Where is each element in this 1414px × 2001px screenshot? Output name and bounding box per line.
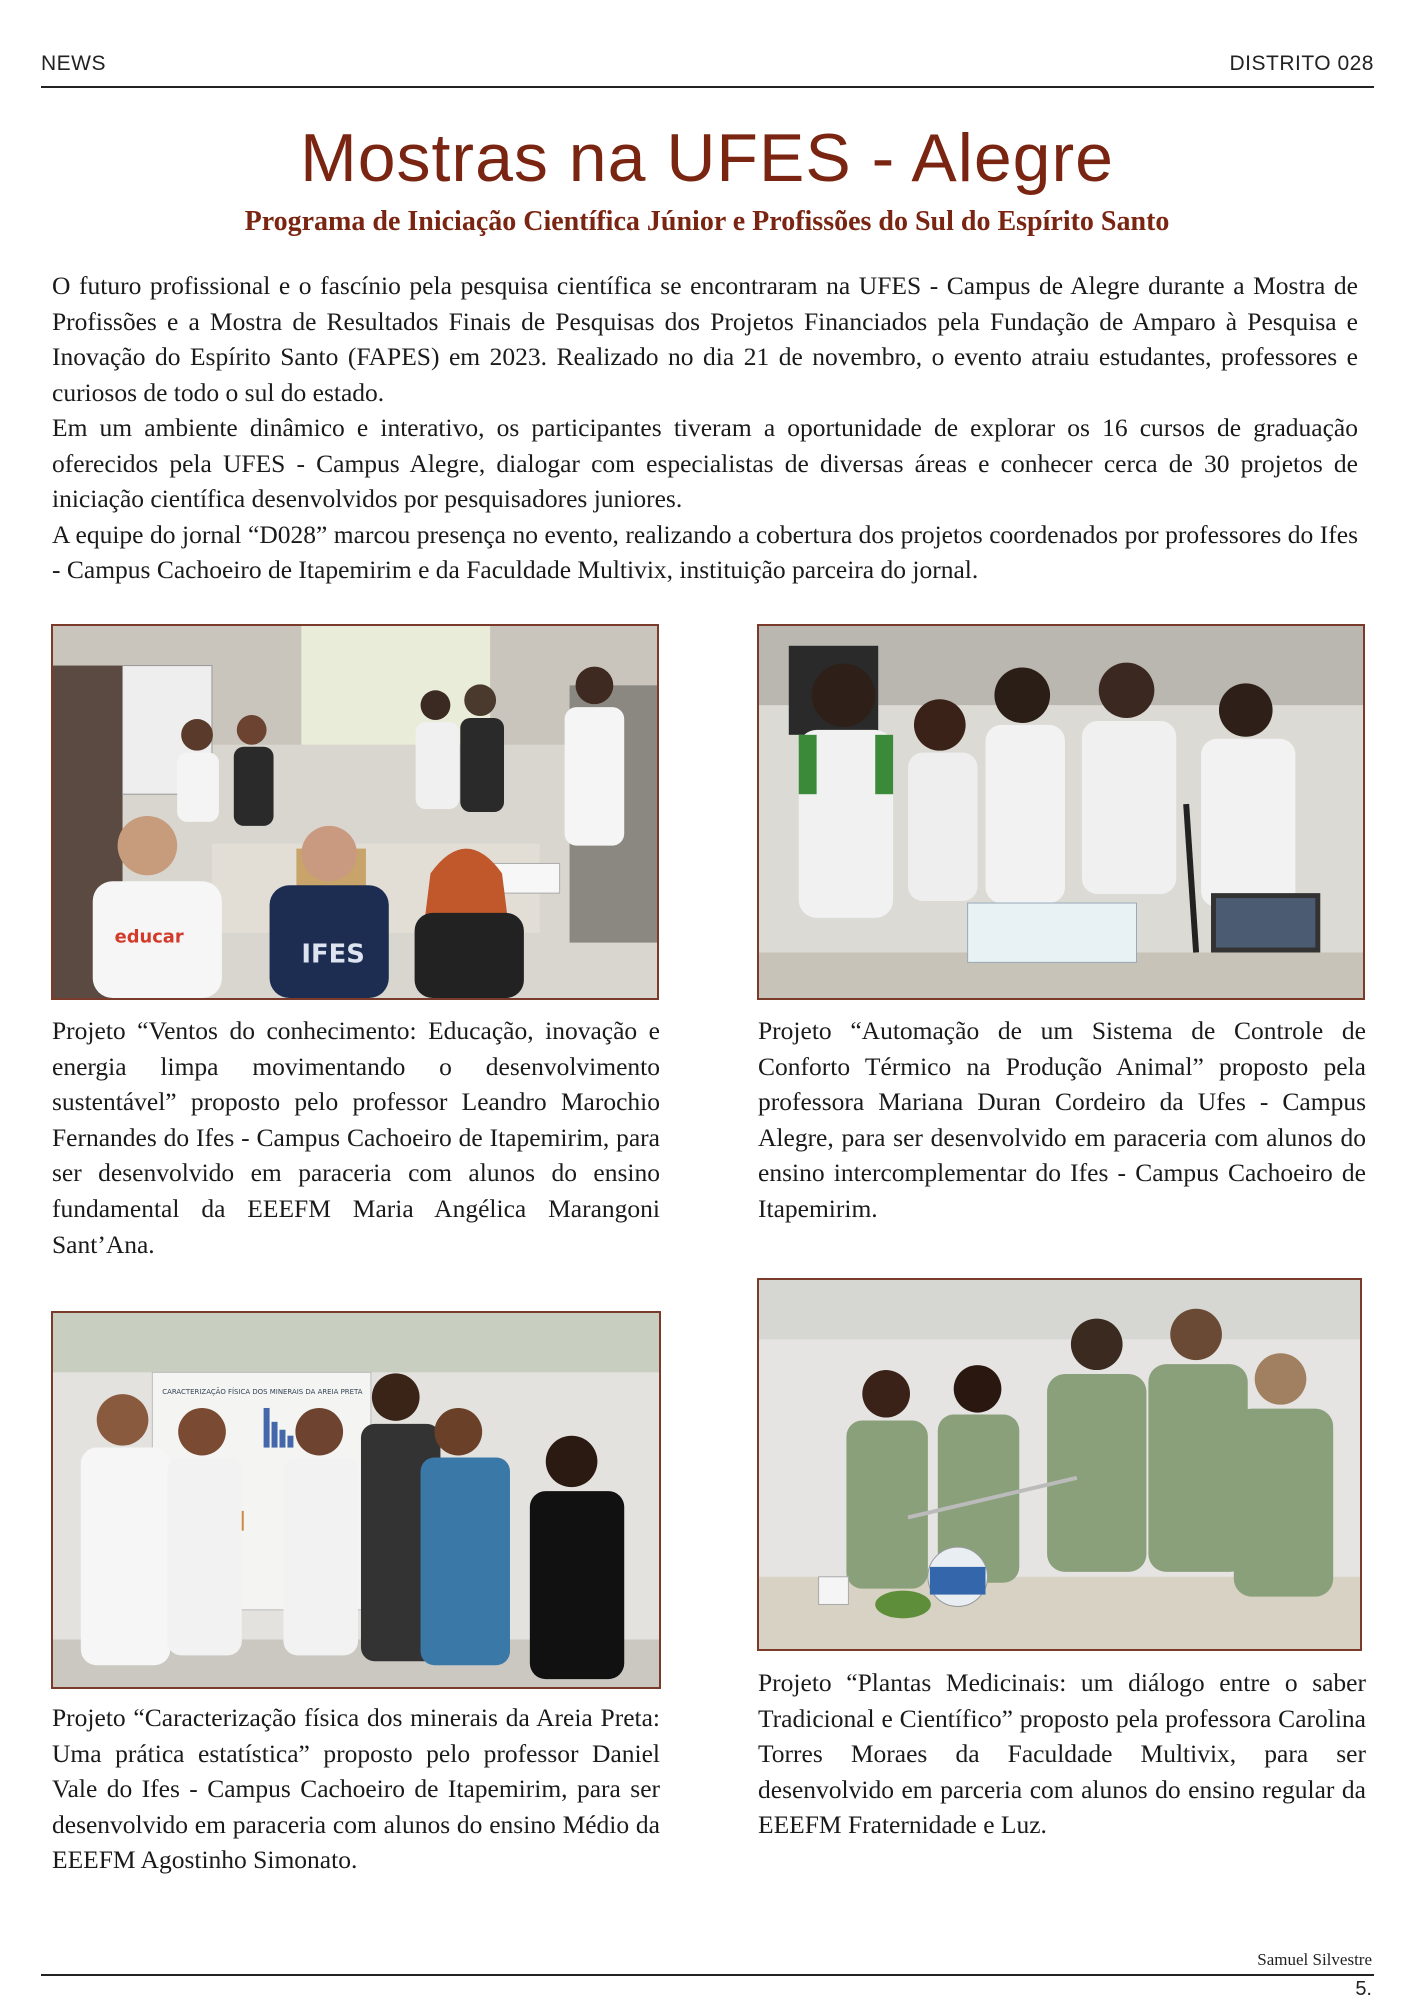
page-number: 5.: [1355, 1978, 1372, 2000]
shirt-text-2: educar: [114, 926, 184, 948]
header-rule: [41, 86, 1374, 88]
intro-paragraph: O futuro profissional e o fascínio pela pesquisa científica se encontraram na UFES - Campus de Alegre durante a Mostra de Profissões e a Mostra de Resultados Finais de Pesquisas dos Projetos Financiados pela Fundação de Amparo à Pesquisa e Inovação do Espírito Santo (FAPES) em 2023. Realizado no dia 21 de novembro, o evento atraiu estudantes, professores e curiosos de todo o sul do estado.: [52, 271, 1358, 407]
caption-areia: Projeto “Caracterização física dos minerais da Areia Preta: Uma prática estatística” proposto pelo professor Daniel Vale do Ifes - Campus Cachoeiro de Itapemirim, para ser desenvolvido em paraceria com alunos do ensino Médio da EEEFM Agostinho Simonato.: [52, 1703, 660, 1875]
publication-label: DISTRITO 028: [1229, 52, 1374, 75]
caption-termico: Projeto “Automação de um Sistema de Controle de Conforto Térmico na Produção Animal” proposto pela professora Mariana Duran Cordeiro da Ufes - Campus Alegre, para ser desenvolvido em paraceria com alunos do ensino intercomplementar do Ifes - Campus Cachoeiro de Itapemirim.: [758, 1016, 1366, 1223]
page-subtitle: Programa de Iniciação Científica Júnior e Profissões do Sul do Espírito Santo: [244, 206, 1170, 237]
intro-text: [52, 268, 1358, 588]
photo-termico: [757, 624, 1365, 1000]
intro-paragraph: A equipe do jornal “D028” marcou presença no evento, realizando a cobertura dos projetos coordenados por professores do Ifes - Campus Cachoeiro de Itapemirim e da Faculdade Multivix, instituição parceira do jornal.: [52, 519, 1358, 584]
footer-rule: [41, 1974, 1374, 1976]
caption-ventos: Projeto “Ventos do conhecimento: Educação, inovação e energia limpa movimentando o desenvolvimento sustentável” proposto pelo professor Leandro Marochio Fernandes do Ifes - Campus Cachoeiro de Itapemirim, para ser desenvolvido em paraceria com alunos do ensino fundamental da EEEFM Maria Angélica Marangoni Sant’Ana.: [52, 1016, 660, 1259]
poster-title: CARACTERIZAÇÃO FÍSICA DOS MINERAIS DA AREIA PRETA: [162, 1388, 363, 1397]
photo-areia: [51, 1311, 661, 1689]
shirt-text: IFES: [301, 939, 365, 970]
intro-paragraph: Em um ambiente dinâmico e interativo, os participantes tiveram a oportunidade de explorar os 16 cursos de graduação oferecidos pela UFES - Campus Alegre, dialogar com especialistas de diversas áreas e conhecer cerca de 30 projetos de iniciação científica desenvolvidos por pesquisadores juniores.: [52, 413, 1358, 513]
author-byline: Samuel Silvestre: [1257, 1950, 1372, 1969]
photo-ventos: [51, 624, 659, 1000]
caption-plantas: Projeto “Plantas Medicinais: um diálogo entre o saber Tradicional e Científico” proposto pela professora Carolina Torres Moraes da Faculdade Multivix, para ser desenvolvido em parceria com alunos do ensino regular da EEEFM Fraternidade e Luz.: [758, 1668, 1366, 1840]
page-title: Mostras na UFES - Alegre: [300, 120, 1114, 196]
section-label: NEWS: [41, 52, 106, 75]
photo-plantas: [757, 1278, 1362, 1651]
